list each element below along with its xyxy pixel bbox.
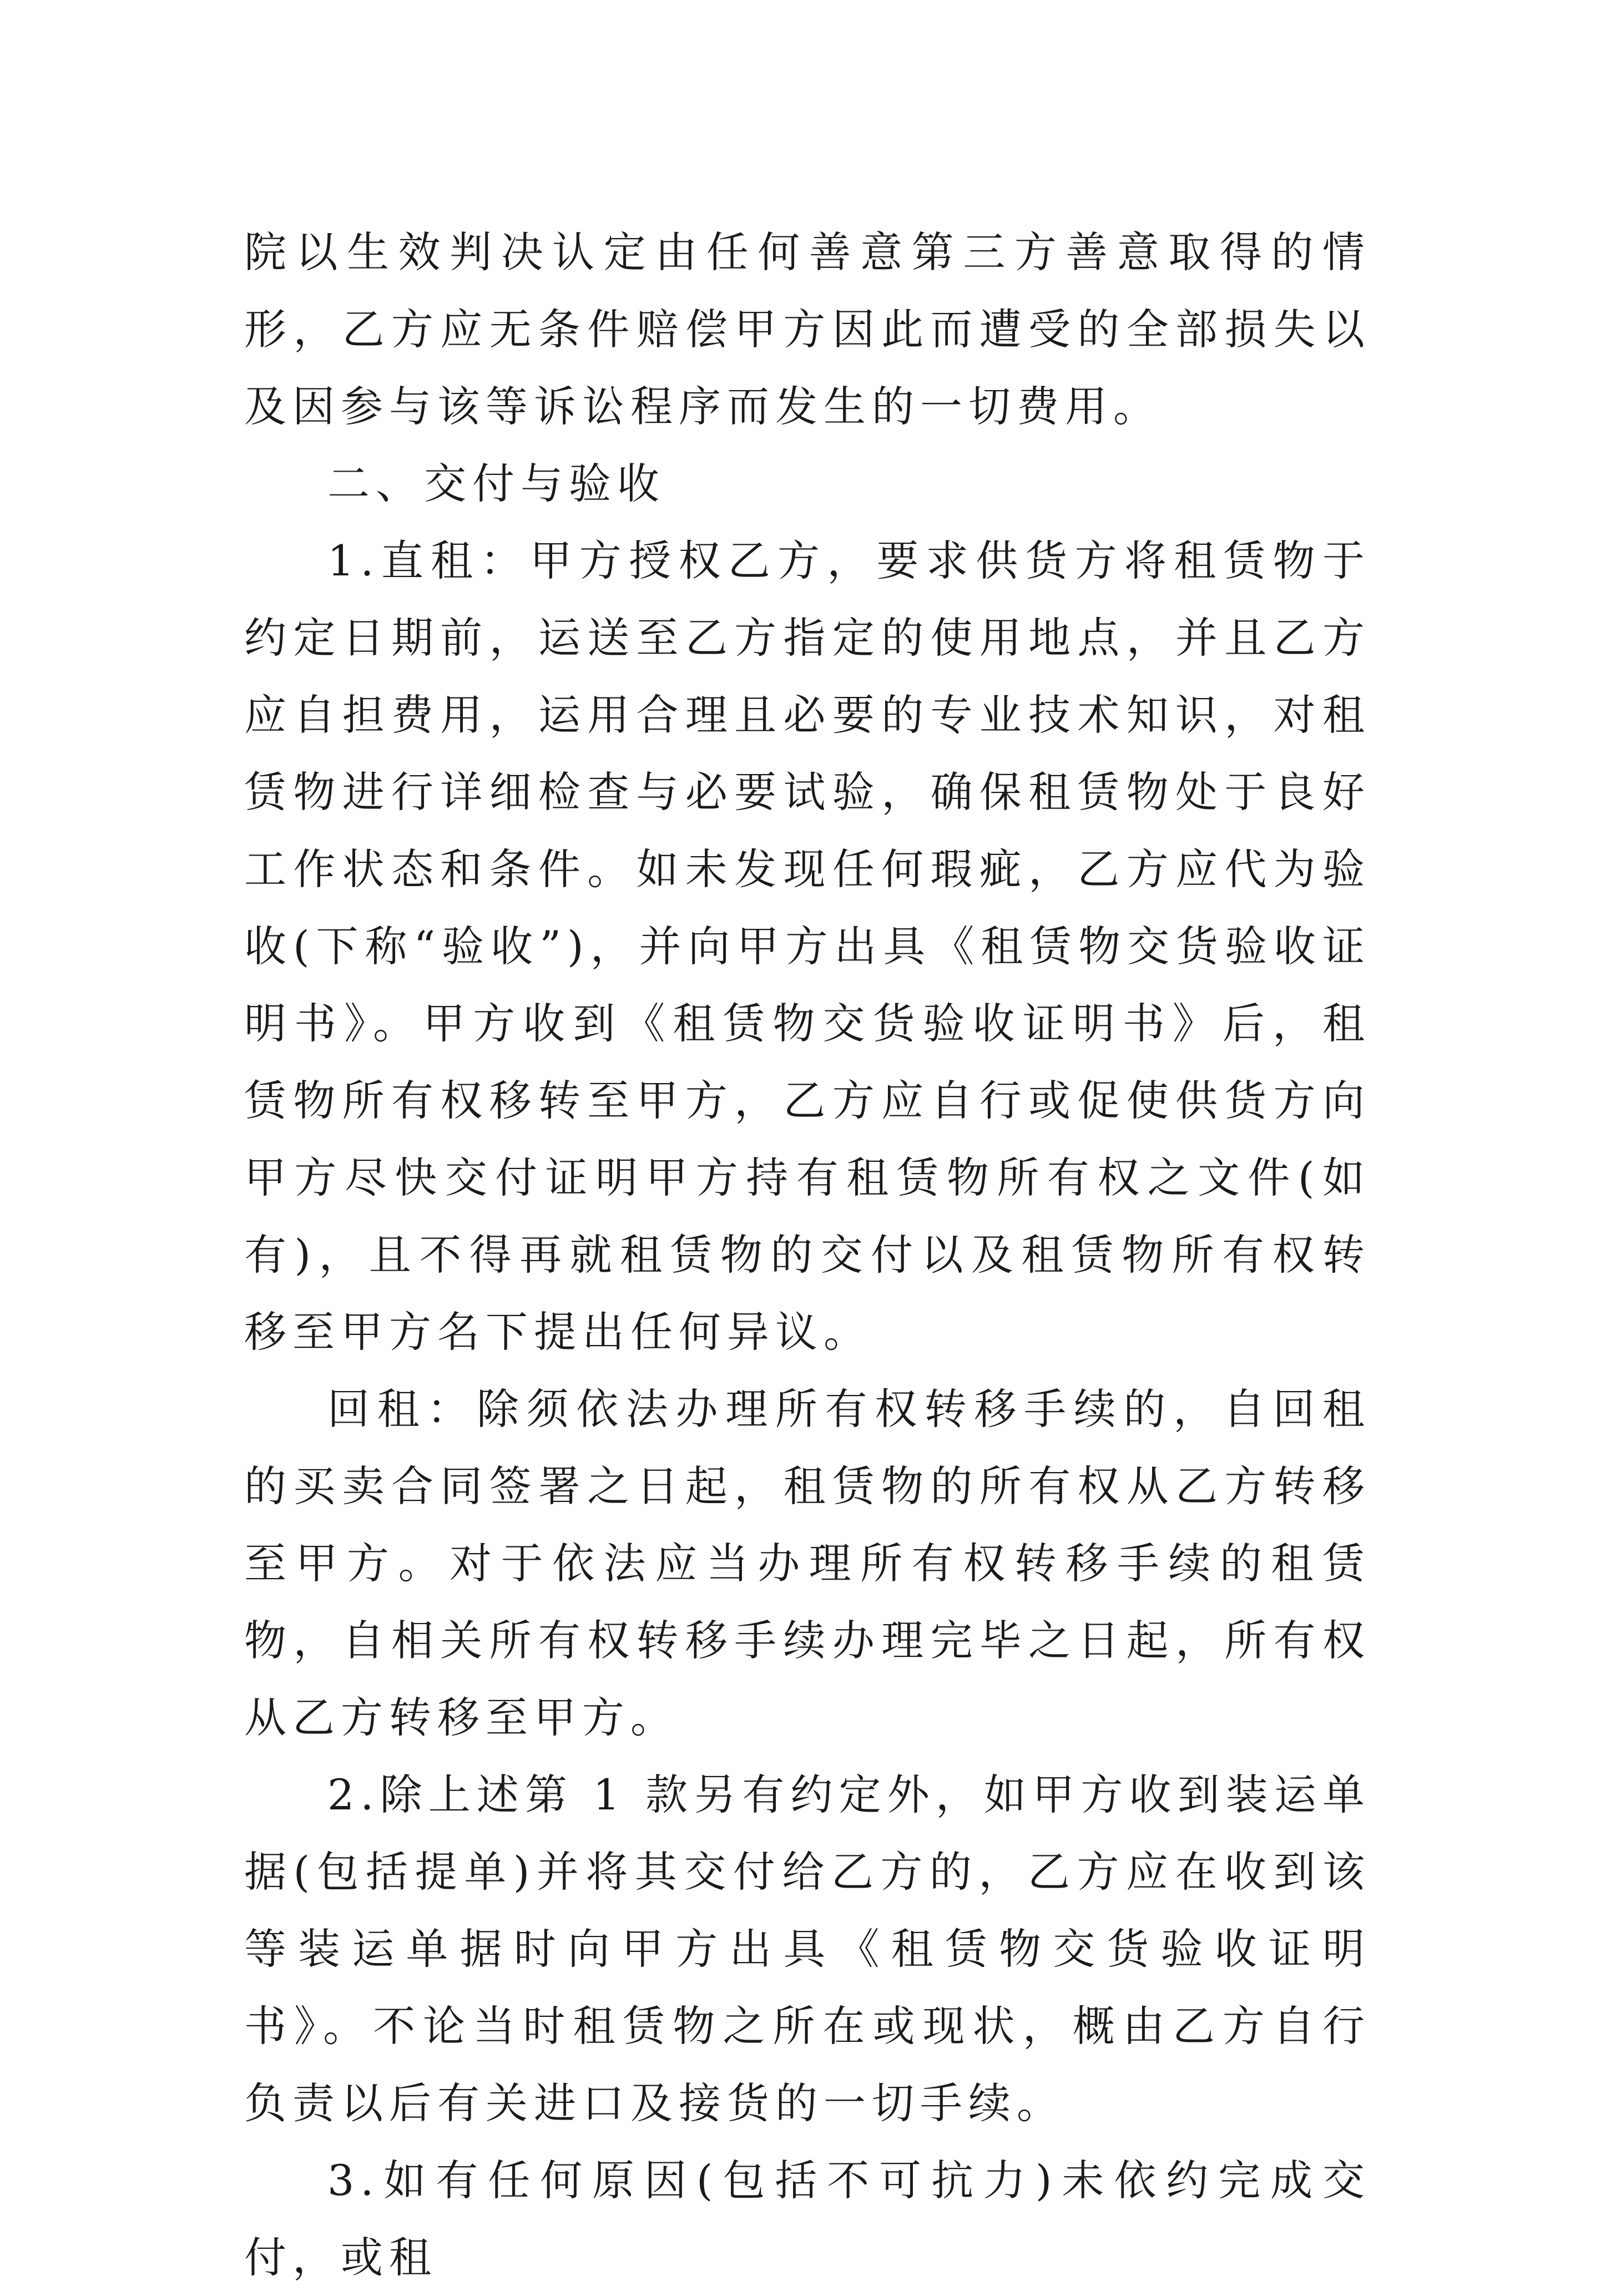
paragraph-clause-1-direct-lease: 1.直租：甲方授权乙方，要求供货方将租赁物于约定日期前，运送至乙方指定的使用地点，并且乙方应自担费用，运用合理且必要的专业技术知识，对租赁物进行详细检查与必要试验，确保租赁物处于良好工作状态和条件。如未发现任何瑕疵，乙方应代为验收(下称“验收”)，并向甲方出具《租赁物交货验收证明书》。甲方收到《租赁物交货验收证明书》后，租赁物所有权移转至甲方，乙方应自行或促使供货方向甲方尽快交付证明甲方持有租赁物所有权之文件(如有)，且不得再就租赁物的交付以及租赁物所有权转移至甲方名下提出任何异议。 [244, 536, 1371, 1357]
document-body [244, 214, 1371, 2296]
paragraph-clause-1-leaseback: 回租：除须依法办理所有权转移手续的，自回租的买卖合同签署之日起，租赁物的所有权从乙方转移至甲方。对于依法应当办理所有权转移手续的租赁物，自相关所有权转移手续办理完毕之日起，所有权从乙方转移至甲方。 [244, 1384, 1371, 1742]
section-heading: 二、交付与验收 [327, 459, 665, 508]
paragraph-clause-3: 3.如有任何原因(包括不可抗力)未依约完成交付，或租 [244, 2156, 1371, 2282]
paragraph-continuation: 院以生效判决认定由任何善意第三方善意取得的情形，乙方应无条件赔偿甲方因此而遭受的全部损失以及因参与该等诉讼程序而发生的一切费用。 [244, 227, 1371, 431]
paragraph-clause-2: 2.除上述第 1 款另有约定外，如甲方收到装运单据(包括提单)并将其交付给乙方的，乙方应在收到该等装运单据时向甲方出具《租赁物交货验收证明书》。不论当时租赁物之所在或现状，概由乙方自行负责以后有关进口及接货的一切手续。 [244, 1770, 1371, 2128]
